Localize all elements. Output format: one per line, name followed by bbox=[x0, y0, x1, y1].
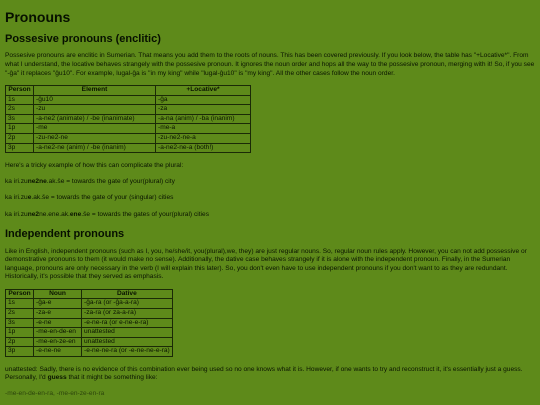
section-heading-independent: Independent pronouns bbox=[5, 228, 125, 241]
table-row bbox=[6, 347, 173, 357]
table-cell: -a-na (anim) / -ba (inanim) bbox=[156, 114, 251, 124]
example-text: ka iri.zu bbox=[5, 210, 28, 218]
table-cell: 3p bbox=[6, 347, 34, 357]
section-heading-possessive: Possesive pronouns (enclitic) bbox=[5, 33, 161, 46]
table-cell: -za-ra (or za-a-ra) bbox=[82, 309, 173, 319]
table-cell: -a-ne2-ne (anim) / -be (inanim) bbox=[34, 143, 156, 153]
table-cell: 3p bbox=[6, 143, 34, 153]
table-cell: -me-en-de-en bbox=[34, 328, 82, 338]
page-title: Pronouns bbox=[5, 9, 71, 25]
note-text: unattested: Sadly, there is no evidence of this combination ever being used so no one knows what it is. However, if one wants to try and reconstruct it, it's essentially just a guess. Personally, I'd bbox=[5, 365, 523, 382]
table-cell: -me-en-ze-en bbox=[34, 337, 82, 347]
table-cell: -e-ne bbox=[34, 318, 82, 328]
table-cell: 1p bbox=[6, 328, 34, 338]
example-bold: e bbox=[27, 194, 32, 202]
table-cell: unattested bbox=[82, 337, 173, 347]
example-text: ne.ene.ak. bbox=[39, 210, 70, 218]
table-row bbox=[6, 95, 251, 105]
table-row bbox=[6, 114, 251, 124]
table-cell: -ĝa-ra (or -ĝa-a-ra) bbox=[82, 299, 173, 309]
table-cell: -ĝu10 bbox=[34, 95, 156, 105]
table-header-row bbox=[6, 289, 173, 299]
table-cell: -ĝa bbox=[156, 95, 251, 105]
example-text: .ak.še = towards the gate of your (singular) cities bbox=[31, 194, 174, 202]
table-row bbox=[6, 309, 173, 319]
possessive-table bbox=[5, 85, 251, 153]
table-cell: 2s bbox=[6, 309, 34, 319]
table-row bbox=[6, 124, 251, 134]
table-cell: -me-a bbox=[156, 124, 251, 134]
reconstruction-guess: -me-en-de-en-ra, -me-en-ze-en-ra bbox=[5, 389, 105, 397]
table-header-row bbox=[6, 86, 251, 96]
table-cell: -a-ne2-ne-a (both!) bbox=[156, 143, 251, 153]
table-cell: 1s bbox=[6, 95, 34, 105]
note-bold: guess bbox=[47, 374, 67, 382]
col-header-locative: +Locative* bbox=[156, 86, 251, 96]
table-cell: unattested bbox=[82, 328, 173, 338]
possessive-intro: Possesive pronouns are enclitic in Sumerian. That means you add them to the roots of nouns. This has been covered previously. If you look below, the table has "+Locative*". From what I understand, the locative behaves strangely with the possesive pronoun. It ignores the noun order and hops all the way to the possesive pronoun, merging with it! So, if you see "-ĝa" it replaces "ĝu10". For example, lugal-ĝa is "in my king" while "lugal-ĝu10" is "my king". All the other cases follow the noun order. bbox=[5, 52, 535, 77]
table-row bbox=[6, 318, 173, 328]
table-cell: -zu-ne2-ne-a bbox=[156, 133, 251, 143]
table-cell: 3s bbox=[6, 318, 34, 328]
table-cell: 2s bbox=[6, 105, 34, 115]
table-cell: -me bbox=[34, 124, 156, 134]
table-cell: -za bbox=[156, 105, 251, 115]
unattested-note bbox=[5, 366, 535, 383]
col-header-element: Element bbox=[34, 86, 156, 96]
table-cell: -e-ne-ne bbox=[34, 347, 82, 357]
table-row bbox=[6, 133, 251, 143]
example-text: ka iri.zu bbox=[5, 177, 28, 185]
table-row bbox=[6, 143, 251, 153]
col-header-noun: Noun bbox=[34, 289, 82, 299]
table-cell: -ĝa-e bbox=[34, 299, 82, 309]
example-bold: ene bbox=[69, 210, 82, 218]
table-cell: -e-ne-ne-ra (or -e-ne-ne-e-ra) bbox=[82, 347, 173, 357]
independent-table bbox=[5, 289, 173, 357]
table-row bbox=[6, 105, 251, 115]
col-header-person: Person bbox=[6, 86, 34, 96]
table-cell: -za-e bbox=[34, 309, 82, 319]
example-line-3 bbox=[5, 211, 535, 220]
table-cell: -e-ne-ra (or e-ne-e-ra) bbox=[82, 318, 173, 328]
example-line-2 bbox=[5, 194, 535, 203]
table-row bbox=[6, 299, 173, 309]
example-bold: ne2ne bbox=[27, 177, 47, 185]
table-cell: 1s bbox=[6, 299, 34, 309]
table-cell: 3s bbox=[6, 114, 34, 124]
table-cell: 2p bbox=[6, 337, 34, 347]
table-cell: -zu-ne2-ne bbox=[34, 133, 156, 143]
note-text: that it might be something like: bbox=[66, 374, 158, 382]
table-cell: 1p bbox=[6, 124, 34, 134]
table-row bbox=[6, 337, 173, 347]
tricky-example-intro: Here's a tricky example of how this can complicate the plural: bbox=[5, 162, 184, 170]
example-text: ka iri.zu bbox=[5, 194, 28, 202]
table-cell: -a-ne2 (animate) / -be (inanimate) bbox=[34, 114, 156, 124]
table-cell: -zu bbox=[34, 105, 156, 115]
table-cell: 2p bbox=[6, 133, 34, 143]
example-text: .ak.še = towards the gate of your(plural) city bbox=[46, 177, 175, 185]
col-header-dative: Dative bbox=[82, 289, 173, 299]
example-bold: ne2 bbox=[27, 210, 40, 218]
col-header-person: Person bbox=[6, 289, 34, 299]
table-row bbox=[6, 328, 173, 338]
independent-intro: Like in English, independent pronouns (such as I, you, he/she/it, you(plural),we, they) are just regular nouns. So, regular noun rules apply. However, you can not add possessive or demonstrative pronouns to them (it would make no sense). Additionally, the dative case behaves strangely if it is alone with the independent pronoun. Finally, in the Sumerian language, pronouns are only necessary in the verb (I will explain this later). So, you don't even have to use independent pronouns if you don't want to as they are redundant. Historically, it's possible that they served as emphasis. bbox=[5, 247, 527, 281]
example-text: .še = towards the gates of your(plural) cities bbox=[81, 210, 209, 218]
example-line-1 bbox=[5, 178, 535, 187]
